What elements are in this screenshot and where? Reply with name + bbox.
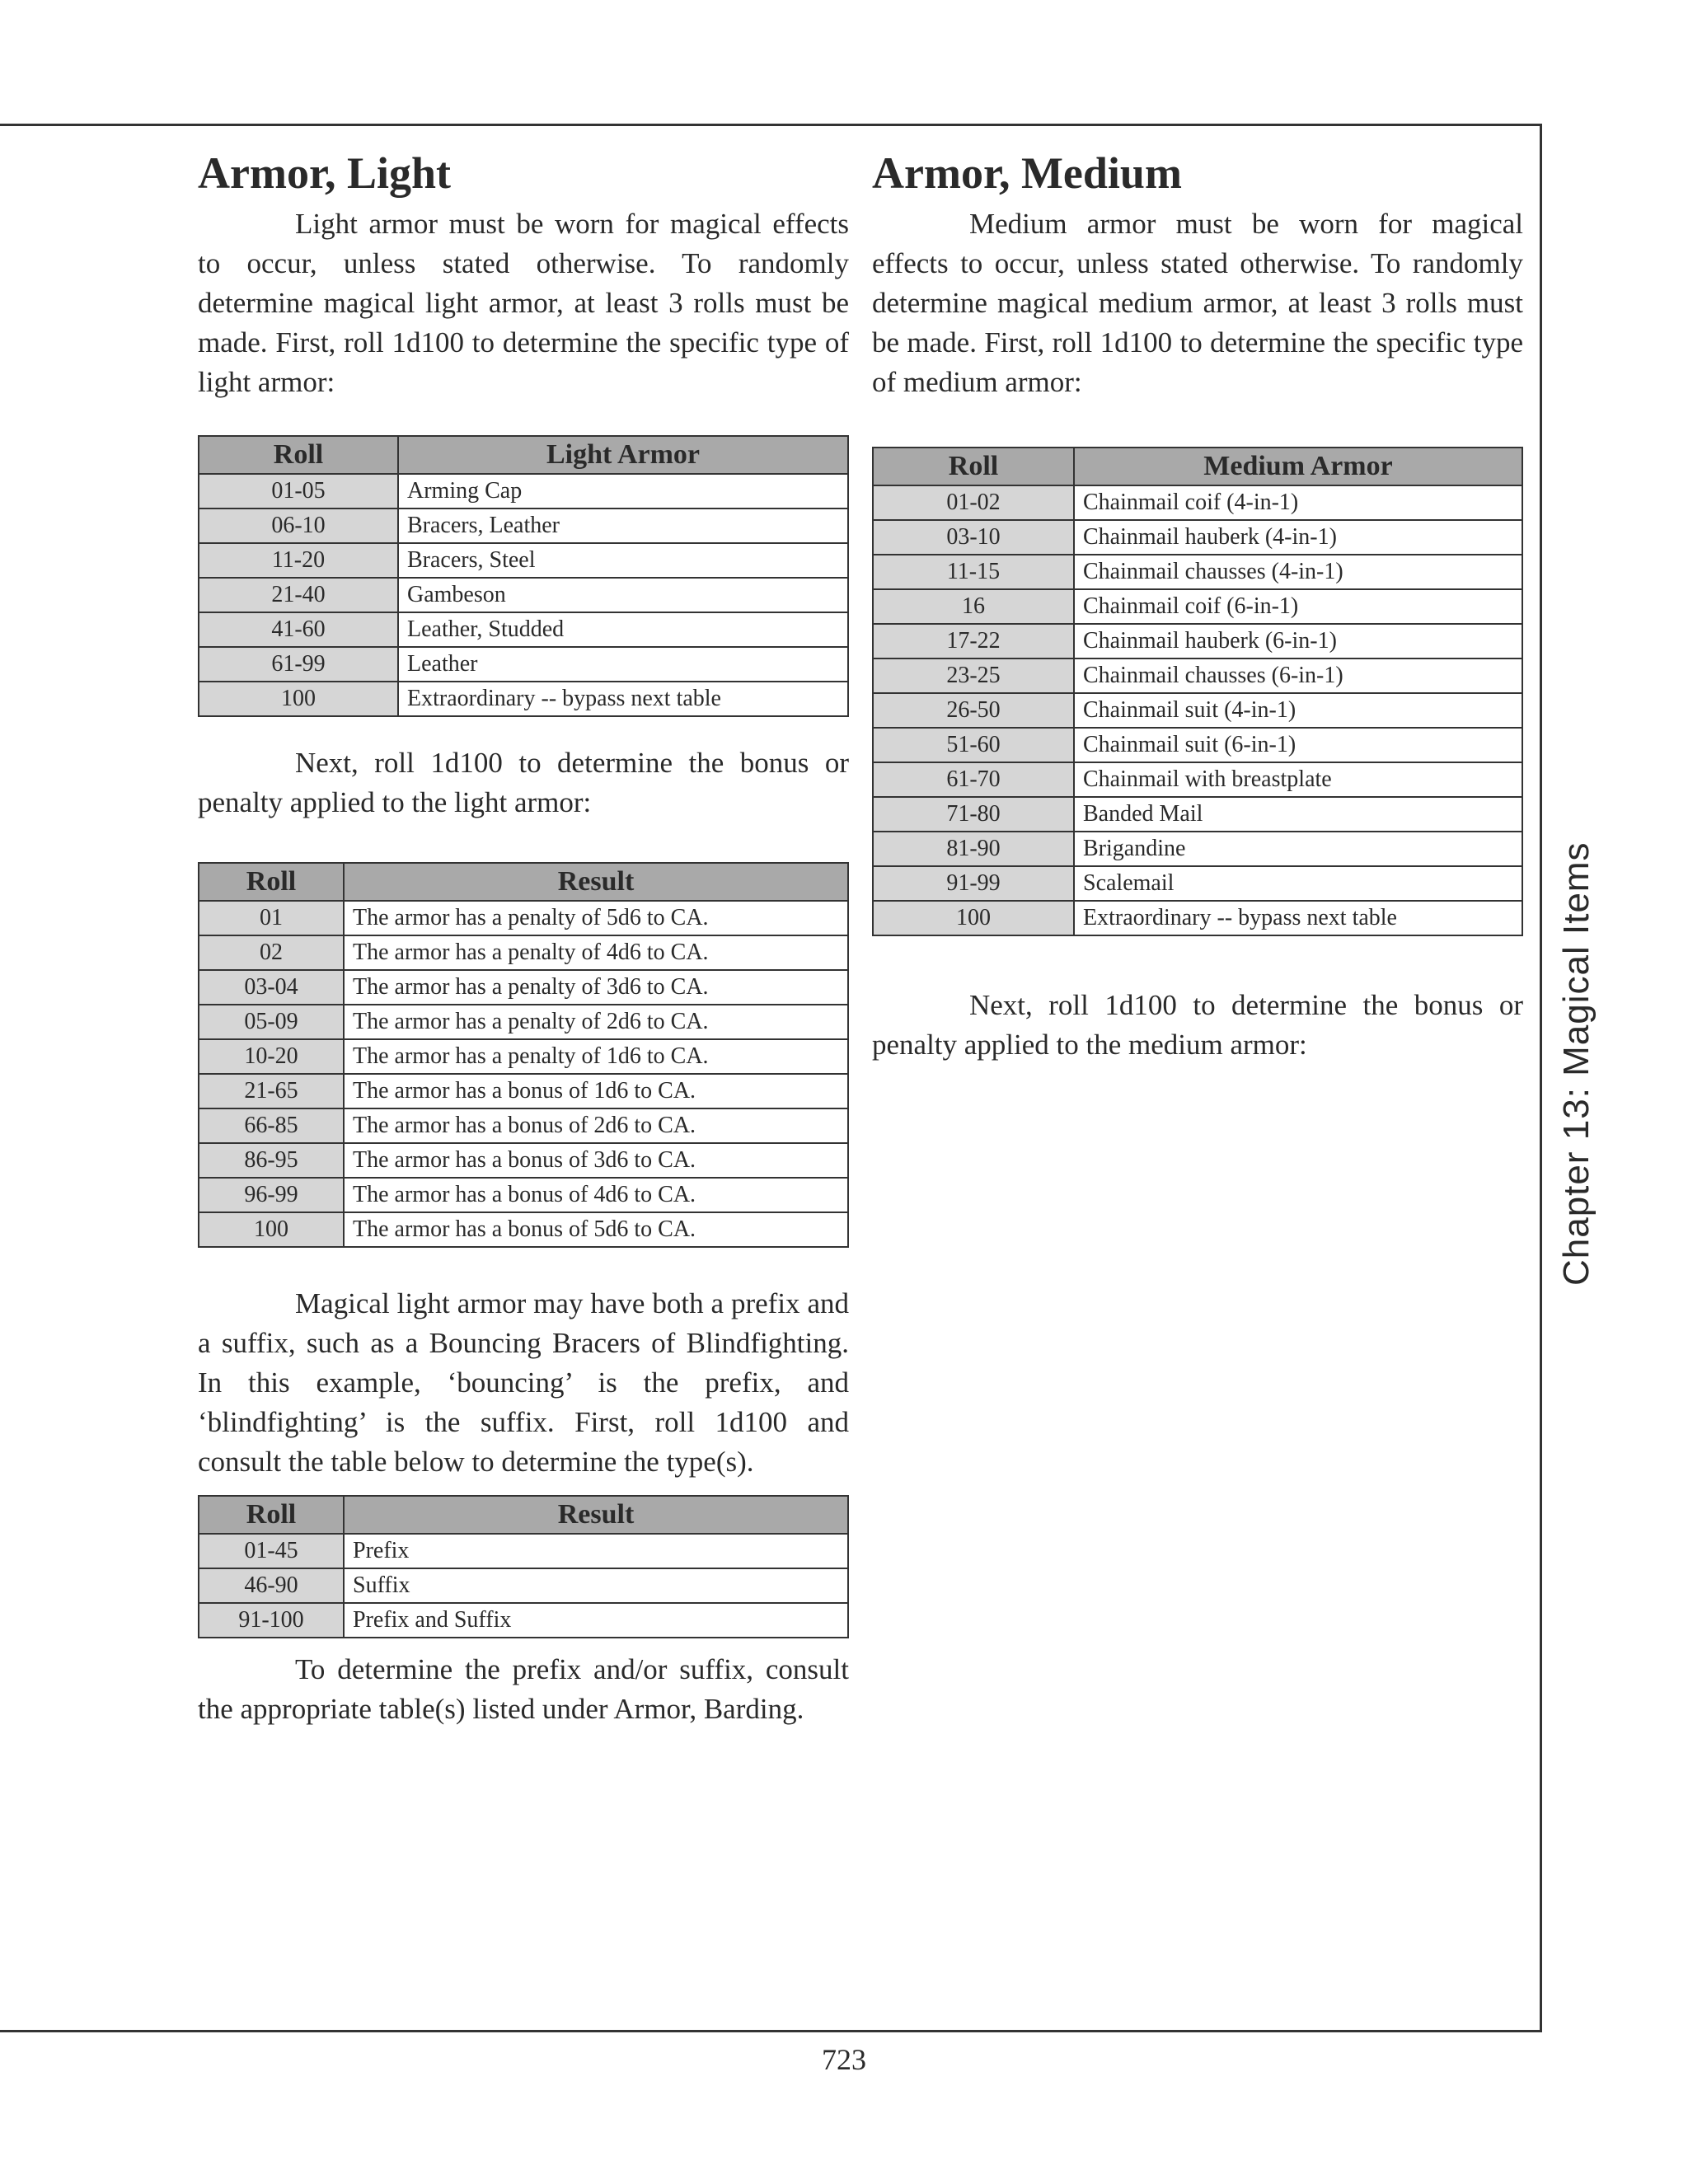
right-column xyxy=(872,148,1523,1065)
table-row xyxy=(199,1603,848,1638)
result-cell: The armor has a penalty of 1d6 to CA. xyxy=(344,1039,848,1074)
result-cell: Bracers, Steel xyxy=(398,543,848,578)
table-header-roll: Roll xyxy=(199,863,344,901)
table-row xyxy=(199,682,848,716)
result-cell: Suffix xyxy=(344,1568,848,1603)
table-row xyxy=(199,1108,848,1143)
roll-cell: 16 xyxy=(873,589,1074,624)
table-row xyxy=(873,832,1522,866)
table-header-medium-armor: Medium Armor xyxy=(1074,448,1522,485)
table-row xyxy=(873,624,1522,658)
result-cell: The armor has a bonus of 1d6 to CA. xyxy=(344,1074,848,1108)
table-header-result: Result xyxy=(344,863,848,901)
table-row xyxy=(873,520,1522,555)
table-row xyxy=(873,901,1522,935)
result-cell: Chainmail with breastplate xyxy=(1074,762,1522,797)
light-armor-prefix-rows xyxy=(199,1534,848,1638)
roll-cell: 05-09 xyxy=(199,1005,344,1039)
result-cell: The armor has a bonus of 3d6 to CA. xyxy=(344,1143,848,1178)
result-cell: The armor has a penalty of 4d6 to CA. xyxy=(344,935,848,970)
result-cell: The armor has a bonus of 4d6 to CA. xyxy=(344,1178,848,1212)
table-header-roll: Roll xyxy=(199,1496,344,1534)
result-cell: Chainmail hauberk (6-in-1) xyxy=(1074,624,1522,658)
roll-cell: 100 xyxy=(199,682,398,716)
table-row xyxy=(199,901,848,935)
roll-cell: 21-40 xyxy=(199,578,398,612)
table-row xyxy=(199,935,848,970)
roll-cell: 41-60 xyxy=(199,612,398,647)
table-header-result: Result xyxy=(344,1496,848,1534)
table-row xyxy=(873,693,1522,728)
chapter-side-label: Chapter 13: Magical Items xyxy=(1556,841,1597,1286)
result-cell: The armor has a bonus of 2d6 to CA. xyxy=(344,1108,848,1143)
result-cell: Banded Mail xyxy=(1074,797,1522,832)
result-cell: The armor has a penalty of 5d6 to CA. xyxy=(344,901,848,935)
medium-armor-type-rows xyxy=(873,485,1522,935)
medium-armor-title: Armor, Medium xyxy=(872,148,1182,198)
roll-cell: 26-50 xyxy=(873,693,1074,728)
table-row xyxy=(199,1212,848,1247)
result-cell: Arming Cap xyxy=(398,474,848,509)
medium-armor-bonus-text: Next, roll 1d100 to determine the bonus or penalty applied to the medium armor: xyxy=(872,989,1523,1061)
table-row xyxy=(873,485,1522,520)
roll-cell: 61-99 xyxy=(199,647,398,682)
result-cell: Prefix xyxy=(344,1534,848,1568)
result-cell: Chainmail coif (4-in-1) xyxy=(1074,485,1522,520)
result-cell: Leather xyxy=(398,647,848,682)
roll-cell: 96-99 xyxy=(199,1178,344,1212)
result-cell: Chainmail suit (4-in-1) xyxy=(1074,693,1522,728)
medium-armor-intro: Medium armor must be worn for magical effects to occur, unless stated otherwise. To randomly determine magical medium armor, at least 3 rolls must be made. First, roll 1d100 to determine the specific type of medium armor: xyxy=(872,208,1523,398)
table-row xyxy=(199,474,848,509)
table-row xyxy=(199,1143,848,1178)
table-header-light-armor: Light Armor xyxy=(398,436,848,474)
light-armor-closing-text: To determine the prefix and/or suffix, consult the appropriate table(s) listed under Armor, Barding. xyxy=(198,1653,849,1725)
result-cell: Chainmail hauberk (4-in-1) xyxy=(1074,520,1522,555)
result-cell: Chainmail chausses (6-in-1) xyxy=(1074,658,1522,693)
roll-cell: 17-22 xyxy=(873,624,1074,658)
light-armor-prefix-table xyxy=(198,1495,849,1638)
roll-cell: 02 xyxy=(199,935,344,970)
table-row xyxy=(199,1178,848,1212)
table-row xyxy=(199,1074,848,1108)
roll-cell: 66-85 xyxy=(199,1108,344,1143)
page-number: 723 xyxy=(822,2043,866,2076)
table-row xyxy=(873,658,1522,693)
result-cell: The armor has a bonus of 5d6 to CA. xyxy=(344,1212,848,1247)
roll-cell: 51-60 xyxy=(873,728,1074,762)
table-row xyxy=(873,728,1522,762)
light-armor-type-table xyxy=(198,435,849,717)
roll-cell: 11-15 xyxy=(873,555,1074,589)
table-row xyxy=(199,647,848,682)
result-cell: Leather, Studded xyxy=(398,612,848,647)
table-row xyxy=(873,555,1522,589)
table-header-roll: Roll xyxy=(873,448,1074,485)
table-row xyxy=(199,543,848,578)
roll-cell: 01-45 xyxy=(199,1534,344,1568)
roll-cell: 21-65 xyxy=(199,1074,344,1108)
roll-cell: 91-100 xyxy=(199,1603,344,1638)
roll-cell: 23-25 xyxy=(873,658,1074,693)
result-cell: Extraordinary -- bypass next table xyxy=(1074,901,1522,935)
table-row xyxy=(199,578,848,612)
roll-cell: 91-99 xyxy=(873,866,1074,901)
roll-cell: 81-90 xyxy=(873,832,1074,866)
light-armor-title: Armor, Light xyxy=(198,148,451,198)
roll-cell: 10-20 xyxy=(199,1039,344,1074)
roll-cell: 03-10 xyxy=(873,520,1074,555)
table-header-roll: Roll xyxy=(199,436,398,474)
roll-cell: 01 xyxy=(199,901,344,935)
roll-cell: 100 xyxy=(873,901,1074,935)
roll-cell: 61-70 xyxy=(873,762,1074,797)
table-row xyxy=(873,589,1522,624)
table-row xyxy=(199,1534,848,1568)
table-row xyxy=(199,509,848,543)
result-cell: Chainmail suit (6-in-1) xyxy=(1074,728,1522,762)
table-row xyxy=(873,762,1522,797)
result-cell: Prefix and Suffix xyxy=(344,1603,848,1638)
light-armor-prefix-text: Magical light armor may have both a prefix and a suffix, such as a Bouncing Bracers of Blindfighting. In this example, ‘bouncing’ is the prefix, and ‘blindfighting’ is the suffix. First, roll 1d100 and consult the table below to determine the type(s). xyxy=(198,1287,849,1478)
result-cell: Bracers, Leather xyxy=(398,509,848,543)
roll-cell: 03-04 xyxy=(199,970,344,1005)
medium-armor-type-table xyxy=(872,447,1523,936)
table-row xyxy=(199,1568,848,1603)
light-armor-bonus-rows xyxy=(199,901,848,1247)
light-armor-intro: Light armor must be worn for magical effects to occur, unless stated otherwise. To randomly determine magical light armor, at least 3 rolls must be made. First, roll 1d100 to determine the specific type of light armor: xyxy=(198,208,849,398)
left-column xyxy=(198,148,849,1729)
result-cell: Brigandine xyxy=(1074,832,1522,866)
roll-cell: 71-80 xyxy=(873,797,1074,832)
result-cell: The armor has a penalty of 3d6 to CA. xyxy=(344,970,848,1005)
roll-cell: 01-02 xyxy=(873,485,1074,520)
result-cell: Chainmail coif (6-in-1) xyxy=(1074,589,1522,624)
roll-cell: 100 xyxy=(199,1212,344,1247)
result-cell: Chainmail chausses (4-in-1) xyxy=(1074,555,1522,589)
result-cell: Gambeson xyxy=(398,578,848,612)
table-row xyxy=(199,1005,848,1039)
table-row xyxy=(873,866,1522,901)
roll-cell: 46-90 xyxy=(199,1568,344,1603)
result-cell: Scalemail xyxy=(1074,866,1522,901)
roll-cell: 06-10 xyxy=(199,509,398,543)
light-armor-type-rows xyxy=(199,474,848,716)
roll-cell: 01-05 xyxy=(199,474,398,509)
roll-cell: 86-95 xyxy=(199,1143,344,1178)
table-row xyxy=(199,612,848,647)
table-row xyxy=(199,970,848,1005)
table-row xyxy=(199,1039,848,1074)
roll-cell: 11-20 xyxy=(199,543,398,578)
result-cell: Extraordinary -- bypass next table xyxy=(398,682,848,716)
light-armor-bonus-text: Next, roll 1d100 to determine the bonus or penalty applied to the light armor: xyxy=(198,747,849,818)
table-row xyxy=(873,797,1522,832)
light-armor-bonus-table xyxy=(198,862,849,1248)
result-cell: The armor has a penalty of 2d6 to CA. xyxy=(344,1005,848,1039)
